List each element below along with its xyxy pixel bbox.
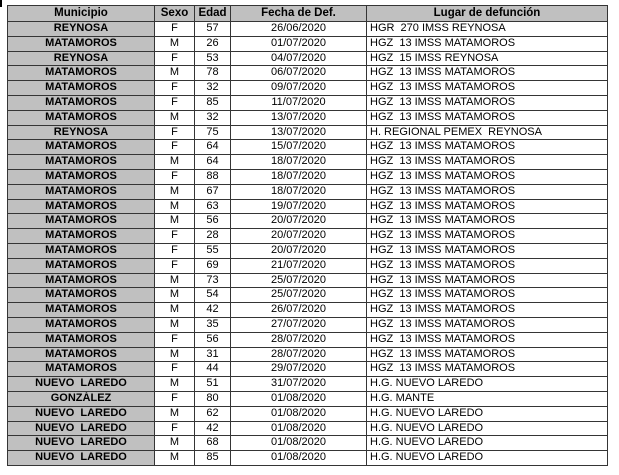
screen-edge-artifact: [0, 0, 2, 7]
cell-municipio: MATAMOROS: [8, 317, 155, 332]
table-row: [8, 155, 608, 170]
cell-lugar: HGZ 13 IMSS MATAMOROS: [367, 140, 608, 155]
cell-fecha: 04/07/2020: [231, 51, 367, 66]
cell-sexo: M: [155, 377, 195, 392]
cell-edad: 63: [195, 199, 231, 214]
cell-edad: 51: [195, 377, 231, 392]
cell-edad: 53: [195, 51, 231, 66]
cell-municipio: MATAMOROS: [8, 81, 155, 96]
cell-edad: 57: [195, 22, 231, 37]
cell-fecha: 25/07/2020: [231, 273, 367, 288]
cell-edad: 85: [195, 451, 231, 466]
cell-sexo: M: [155, 155, 195, 170]
cell-fecha: 09/07/2020: [231, 81, 367, 96]
cell-sexo: F: [155, 243, 195, 258]
cell-sexo: F: [155, 421, 195, 436]
cell-edad: 62: [195, 406, 231, 421]
cell-lugar: HGZ 13 IMSS MATAMOROS: [367, 81, 608, 96]
cell-municipio: MATAMOROS: [8, 258, 155, 273]
cell-municipio: MATAMOROS: [8, 110, 155, 125]
cell-sexo: F: [155, 229, 195, 244]
cell-lugar: HGZ 13 IMSS MATAMOROS: [367, 110, 608, 125]
cell-sexo: M: [155, 273, 195, 288]
cell-edad: 75: [195, 125, 231, 140]
cell-lugar: H.G. NUEVO LAREDO: [367, 377, 608, 392]
cell-fecha: 28/07/2020: [231, 347, 367, 362]
table-row: [8, 81, 608, 96]
table-row: [8, 214, 608, 229]
cell-sexo: F: [155, 258, 195, 273]
cell-fecha: 11/07/2020: [231, 95, 367, 110]
cell-lugar: H.G. NUEVO LAREDO: [367, 436, 608, 451]
cell-sexo: F: [155, 391, 195, 406]
cell-fecha: 26/07/2020: [231, 303, 367, 318]
cell-sexo: F: [155, 125, 195, 140]
cell-fecha: 20/07/2020: [231, 214, 367, 229]
cell-lugar: HGZ 13 IMSS MATAMOROS: [367, 288, 608, 303]
column-header-fecha: Fecha de Def.: [231, 6, 367, 22]
cell-municipio: MATAMOROS: [8, 66, 155, 81]
cell-fecha: 01/08/2020: [231, 421, 367, 436]
cell-fecha: 25/07/2020: [231, 288, 367, 303]
table-row: [8, 258, 608, 273]
table-row: [8, 436, 608, 451]
cell-municipio: MATAMOROS: [8, 288, 155, 303]
cell-municipio: REYNOSA: [8, 22, 155, 37]
cell-fecha: 18/07/2020: [231, 169, 367, 184]
cell-municipio: MATAMOROS: [8, 303, 155, 318]
cell-fecha: 21/07/2020: [231, 258, 367, 273]
cell-sexo: M: [155, 36, 195, 51]
cell-municipio: NUEVO LAREDO: [8, 421, 155, 436]
table-row: [8, 391, 608, 406]
cell-edad: 32: [195, 110, 231, 125]
column-header-sexo: Sexo: [155, 6, 195, 22]
cell-fecha: 13/07/2020: [231, 110, 367, 125]
cell-sexo: F: [155, 362, 195, 377]
cell-lugar: HGZ 13 IMSS MATAMOROS: [367, 155, 608, 170]
table-row: [8, 303, 608, 318]
cell-edad: 67: [195, 184, 231, 199]
table-row: [8, 199, 608, 214]
cell-lugar: H.G. NUEVO LAREDO: [367, 421, 608, 436]
cell-sexo: M: [155, 184, 195, 199]
cell-fecha: 20/07/2020: [231, 243, 367, 258]
header-row: [8, 6, 608, 22]
cell-fecha: 18/07/2020: [231, 155, 367, 170]
cell-sexo: M: [155, 110, 195, 125]
cell-municipio: MATAMOROS: [8, 184, 155, 199]
cell-municipio: NUEVO LAREDO: [8, 377, 155, 392]
cell-edad: 68: [195, 436, 231, 451]
cell-municipio: NUEVO LAREDO: [8, 451, 155, 466]
cell-municipio: MATAMOROS: [8, 155, 155, 170]
cell-sexo: M: [155, 199, 195, 214]
cell-lugar: HGZ 13 IMSS MATAMOROS: [367, 243, 608, 258]
table-row: [8, 347, 608, 362]
cell-edad: 78: [195, 66, 231, 81]
cell-lugar: HGZ 13 IMSS MATAMOROS: [367, 303, 608, 318]
cell-lugar: HGZ 13 IMSS MATAMOROS: [367, 362, 608, 377]
cell-sexo: M: [155, 288, 195, 303]
cell-fecha: 29/07/2020: [231, 362, 367, 377]
cell-edad: 64: [195, 140, 231, 155]
table-row: [8, 125, 608, 140]
cell-municipio: MATAMOROS: [8, 229, 155, 244]
cell-lugar: HGR 270 IMSS REYNOSA: [367, 22, 608, 37]
table-row: [8, 451, 608, 466]
cell-edad: 64: [195, 155, 231, 170]
cell-lugar: HGZ 13 IMSS MATAMOROS: [367, 229, 608, 244]
table-row: [8, 110, 608, 125]
cell-edad: 56: [195, 332, 231, 347]
cell-municipio: REYNOSA: [8, 51, 155, 66]
cell-municipio: MATAMOROS: [8, 199, 155, 214]
cell-lugar: HGZ 13 IMSS MATAMOROS: [367, 169, 608, 184]
cell-lugar: HGZ 13 IMSS MATAMOROS: [367, 95, 608, 110]
cell-edad: 88: [195, 169, 231, 184]
cell-municipio: MATAMOROS: [8, 169, 155, 184]
cell-municipio: MATAMOROS: [8, 347, 155, 362]
table-header: [8, 6, 608, 22]
cell-municipio: MATAMOROS: [8, 140, 155, 155]
cell-edad: 28: [195, 229, 231, 244]
table-row: [8, 169, 608, 184]
cell-fecha: 26/06/2020: [231, 22, 367, 37]
cell-edad: 31: [195, 347, 231, 362]
table-row: [8, 421, 608, 436]
column-header-lugar: Lugar de defunción: [367, 6, 608, 22]
cell-fecha: 27/07/2020: [231, 317, 367, 332]
cell-sexo: M: [155, 347, 195, 362]
table-row: [8, 273, 608, 288]
cell-municipio: GONZÁLEZ: [8, 391, 155, 406]
table-row: [8, 95, 608, 110]
table-row: [8, 36, 608, 51]
cell-municipio: MATAMOROS: [8, 36, 155, 51]
cell-municipio: MATAMOROS: [8, 243, 155, 258]
cell-lugar: HGZ 13 IMSS MATAMOROS: [367, 66, 608, 81]
cell-sexo: F: [155, 95, 195, 110]
cell-lugar: H.G. NUEVO LAREDO: [367, 451, 608, 466]
cell-edad: 80: [195, 391, 231, 406]
cell-lugar: H. REGIONAL PEMEX REYNOSA: [367, 125, 608, 140]
cell-fecha: 06/07/2020: [231, 66, 367, 81]
cell-edad: 35: [195, 317, 231, 332]
cell-lugar: HGZ 13 IMSS MATAMOROS: [367, 273, 608, 288]
cell-edad: 42: [195, 421, 231, 436]
column-header-municipio: Municipio: [8, 6, 155, 22]
table-row: [8, 288, 608, 303]
cell-edad: 26: [195, 36, 231, 51]
cell-sexo: F: [155, 22, 195, 37]
cell-sexo: M: [155, 66, 195, 81]
table-row: [8, 332, 608, 347]
cell-edad: 42: [195, 303, 231, 318]
cell-sexo: M: [155, 406, 195, 421]
table-row: [8, 362, 608, 377]
cell-fecha: 01/08/2020: [231, 406, 367, 421]
cell-sexo: M: [155, 317, 195, 332]
cell-lugar: HGZ 13 IMSS MATAMOROS: [367, 347, 608, 362]
table-row: [8, 229, 608, 244]
cell-municipio: NUEVO LAREDO: [8, 436, 155, 451]
cell-edad: 56: [195, 214, 231, 229]
cell-lugar: HGZ 13 IMSS MATAMOROS: [367, 258, 608, 273]
cell-edad: 55: [195, 243, 231, 258]
cell-fecha: 19/07/2020: [231, 199, 367, 214]
cell-fecha: 01/08/2020: [231, 391, 367, 406]
cell-municipio: MATAMOROS: [8, 362, 155, 377]
cell-edad: 73: [195, 273, 231, 288]
cell-municipio: MATAMOROS: [8, 332, 155, 347]
table-row: [8, 66, 608, 81]
cell-municipio: NUEVO LAREDO: [8, 406, 155, 421]
cell-sexo: M: [155, 303, 195, 318]
cell-fecha: 01/07/2020: [231, 36, 367, 51]
cell-municipio: MATAMOROS: [8, 95, 155, 110]
table-row: [8, 317, 608, 332]
cell-lugar: HGZ 13 IMSS MATAMOROS: [367, 184, 608, 199]
cell-municipio: MATAMOROS: [8, 214, 155, 229]
cell-fecha: 15/07/2020: [231, 140, 367, 155]
column-header-edad: Edad: [195, 6, 231, 22]
cell-fecha: 13/07/2020: [231, 125, 367, 140]
cell-sexo: M: [155, 214, 195, 229]
cell-sexo: F: [155, 51, 195, 66]
cell-fecha: 01/08/2020: [231, 451, 367, 466]
cell-fecha: 18/07/2020: [231, 184, 367, 199]
deaths-table: [7, 5, 608, 466]
table-row: [8, 22, 608, 37]
cell-edad: 32: [195, 81, 231, 96]
cell-edad: 69: [195, 258, 231, 273]
cell-municipio: REYNOSA: [8, 125, 155, 140]
table-row: [8, 140, 608, 155]
cell-lugar: HGZ 13 IMSS MATAMOROS: [367, 36, 608, 51]
cell-lugar: HGZ 13 IMSS MATAMOROS: [367, 199, 608, 214]
cell-lugar: HGZ 13 IMSS MATAMOROS: [367, 214, 608, 229]
cell-fecha: 28/07/2020: [231, 332, 367, 347]
cell-municipio: MATAMOROS: [8, 273, 155, 288]
cell-edad: 54: [195, 288, 231, 303]
cell-fecha: 20/07/2020: [231, 229, 367, 244]
cell-lugar: H.G. NUEVO LAREDO: [367, 406, 608, 421]
cell-lugar: HGZ 15 IMSS REYNOSA: [367, 51, 608, 66]
table-row: [8, 243, 608, 258]
cell-edad: 85: [195, 95, 231, 110]
cell-sexo: F: [155, 81, 195, 96]
table-row: [8, 377, 608, 392]
table-body: [8, 22, 608, 466]
cell-sexo: F: [155, 140, 195, 155]
cell-fecha: 01/08/2020: [231, 436, 367, 451]
cell-lugar: H.G. MANTE: [367, 391, 608, 406]
table-row: [8, 51, 608, 66]
table-row: [8, 184, 608, 199]
table-row: [8, 406, 608, 421]
cell-lugar: HGZ 13 IMSS MATAMOROS: [367, 332, 608, 347]
cell-sexo: M: [155, 436, 195, 451]
cell-sexo: M: [155, 451, 195, 466]
cell-edad: 44: [195, 362, 231, 377]
cell-fecha: 31/07/2020: [231, 377, 367, 392]
cell-lugar: HGZ 13 IMSS MATAMOROS: [367, 317, 608, 332]
cell-sexo: F: [155, 332, 195, 347]
cell-sexo: F: [155, 169, 195, 184]
